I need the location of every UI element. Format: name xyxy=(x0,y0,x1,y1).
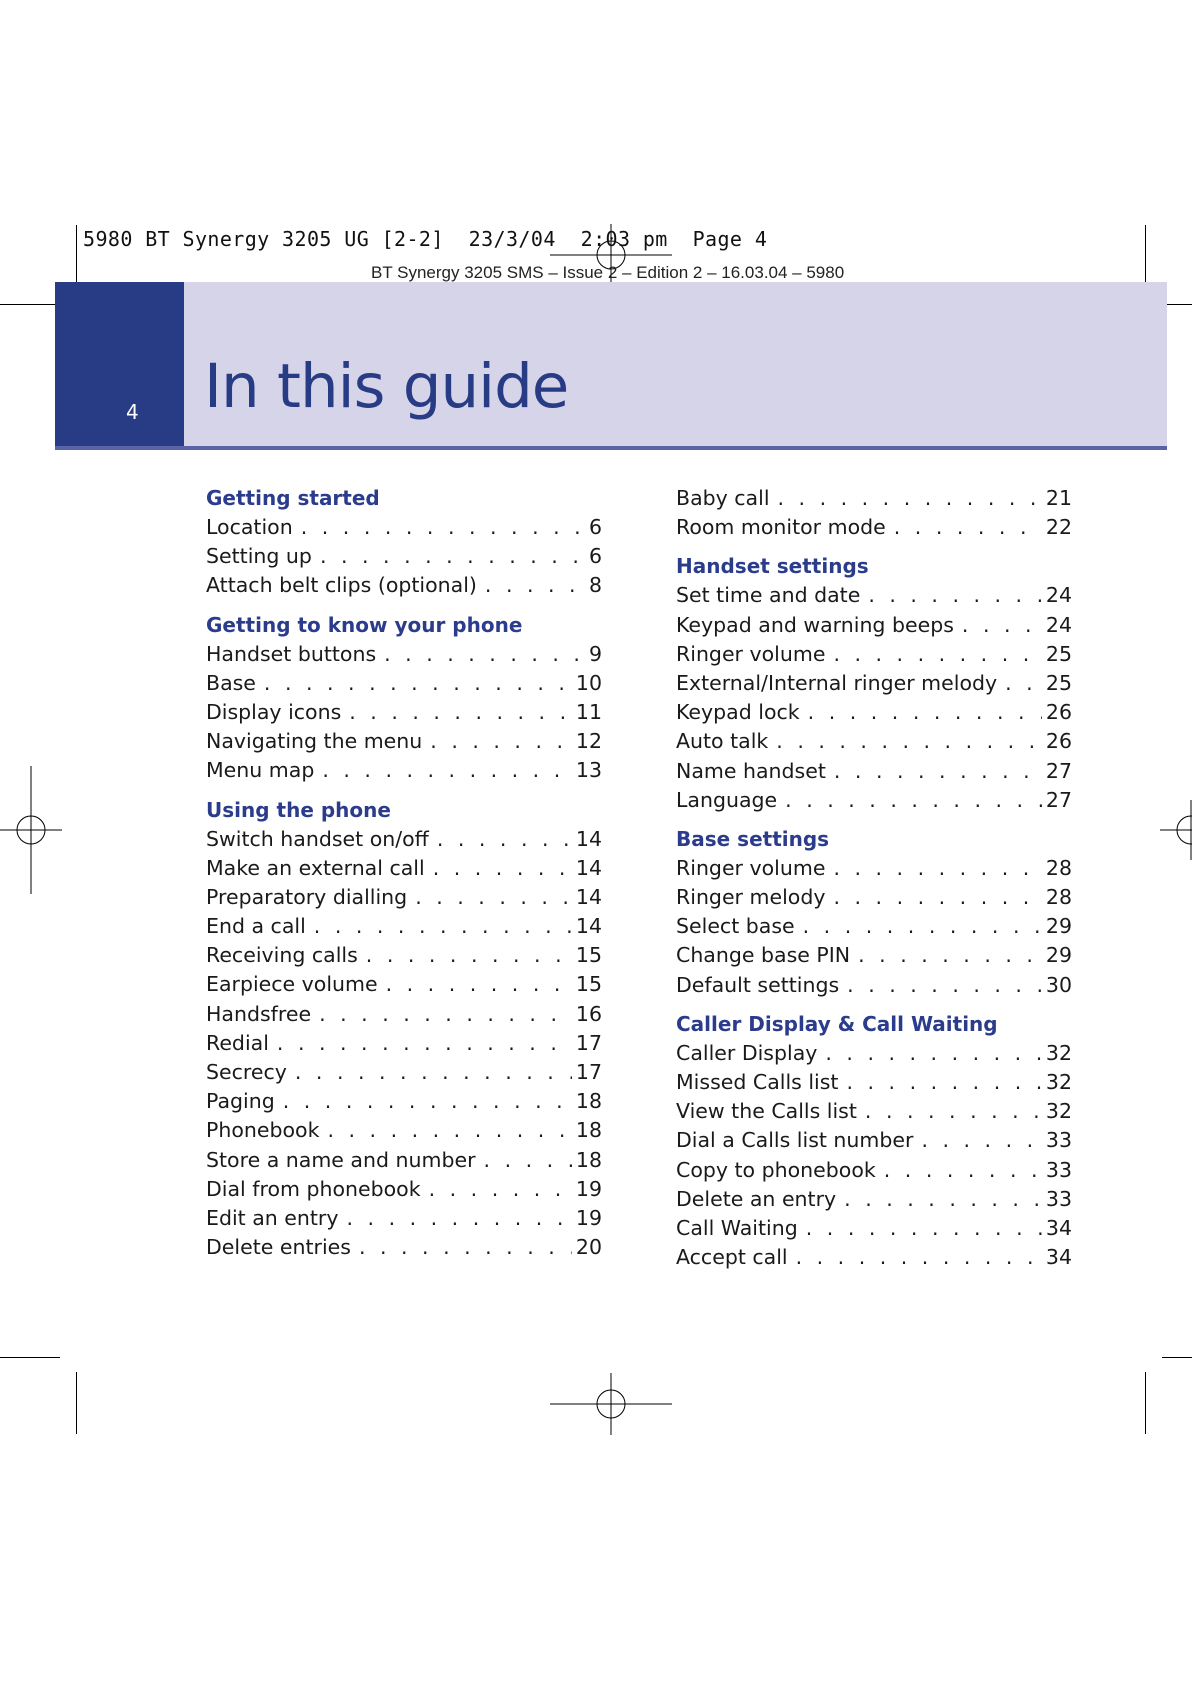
toc-entry[interactable] xyxy=(206,640,602,669)
dot-leader xyxy=(320,542,585,571)
toc-entry[interactable] xyxy=(676,786,1072,815)
toc-entry[interactable] xyxy=(676,698,1072,727)
dot-leader xyxy=(847,971,1042,1000)
toc-entry-page: 15 xyxy=(575,972,602,997)
toc-entry[interactable] xyxy=(676,1097,1072,1126)
dot-leader xyxy=(833,883,1041,912)
toc-entry-title: Menu map xyxy=(206,758,315,783)
toc-entry-title: Location xyxy=(206,515,293,539)
toc-entry-title: Setting up xyxy=(206,544,312,569)
dot-leader xyxy=(322,756,572,785)
section-heading: Handset settings xyxy=(676,554,869,579)
toc-entry-page: 32 xyxy=(1045,1040,1072,1065)
section-heading: Using the phone xyxy=(206,797,391,822)
toc-entry-page: 28 xyxy=(1045,855,1072,880)
toc-entry[interactable] xyxy=(206,1087,602,1116)
toc-entry-page: 15 xyxy=(575,943,602,968)
toc-entry[interactable] xyxy=(676,971,1072,1000)
toc-entry-page: 33 xyxy=(1045,1186,1072,1211)
section-heading: Getting started xyxy=(206,486,380,510)
toc-entry-page: 21 xyxy=(1045,486,1072,510)
toc-entry[interactable] xyxy=(676,883,1072,912)
toc-entry[interactable] xyxy=(206,542,602,571)
toc-entry-page: 29 xyxy=(1045,943,1072,968)
toc-section xyxy=(206,484,602,601)
toc-entry[interactable] xyxy=(206,1233,602,1262)
toc-entry-page: 32 xyxy=(1045,1099,1072,1124)
toc-entry-title: Auto talk xyxy=(676,729,769,754)
toc-entry-page: 27 xyxy=(1045,758,1072,783)
toc-entry[interactable] xyxy=(676,912,1072,941)
toc-section xyxy=(676,825,1072,1000)
dot-leader xyxy=(301,513,585,542)
toc-entry-page: 19 xyxy=(575,1176,602,1201)
dot-leader xyxy=(833,854,1041,883)
dot-leader xyxy=(806,1214,1042,1243)
page-number: 4 xyxy=(126,400,139,424)
dot-leader xyxy=(868,581,1042,610)
registration-mark-icon xyxy=(0,766,62,894)
toc-entry-title: Room monitor mode xyxy=(676,515,886,540)
toc-entry[interactable] xyxy=(206,1204,602,1233)
dot-leader xyxy=(437,825,572,854)
toc-entry-page: 27 xyxy=(1045,787,1072,812)
toc-entry-title: Missed Calls list xyxy=(676,1070,839,1094)
toc-entry[interactable] xyxy=(206,854,602,883)
toc-entry-title: Baby call xyxy=(676,486,770,510)
toc-entry[interactable] xyxy=(206,1175,602,1204)
section-heading: Caller Display & Call Waiting xyxy=(676,1011,998,1036)
toc-entry-title: Name handset xyxy=(676,758,826,783)
toc-entry[interactable] xyxy=(676,1126,1072,1155)
toc-entry-page: 29 xyxy=(1045,914,1072,939)
toc-entry[interactable] xyxy=(206,1146,602,1175)
section-heading: Base settings xyxy=(676,826,830,851)
registration-mark-icon xyxy=(550,1373,672,1435)
toc-entry-page: 34 xyxy=(1045,1215,1072,1240)
toc-entry[interactable] xyxy=(676,1156,1072,1185)
dot-leader xyxy=(347,1204,572,1233)
toc-section xyxy=(206,611,602,786)
toc-entry-title: Attach belt clips (optional) xyxy=(206,573,477,598)
toc-entry-title: Keypad and warning beeps xyxy=(676,612,954,637)
toc-entry[interactable] xyxy=(676,581,1072,610)
toc-entry[interactable] xyxy=(206,727,602,756)
toc-entry-page: 24 xyxy=(1045,583,1072,608)
dot-leader xyxy=(865,1097,1042,1126)
toc-entry-title: Change base PIN xyxy=(676,943,851,968)
dot-leader xyxy=(921,1126,1041,1155)
crop-mark xyxy=(76,1372,77,1434)
dot-leader xyxy=(834,757,1042,786)
toc-entry-page: 22 xyxy=(1045,515,1072,540)
toc-entry-page: 34 xyxy=(1045,1245,1072,1270)
toc-entry-title: Dial from phonebook xyxy=(206,1176,421,1201)
toc-entry-page: 26 xyxy=(1045,700,1072,725)
edition-line: BT Synergy 3205 SMS – Issue 2 – Edition 2 – 16.03.04 – 5980 xyxy=(371,263,845,282)
toc-entry-page: 18 xyxy=(575,1118,602,1143)
toc-entry-title: Dial a Calls list number xyxy=(676,1128,914,1153)
toc-entry-title: Call Waiting xyxy=(676,1215,798,1240)
toc-entry-title: Copy to phonebook xyxy=(676,1157,876,1182)
toc-section xyxy=(676,552,1072,815)
toc-entry[interactable] xyxy=(676,611,1072,640)
toc-entry[interactable] xyxy=(676,640,1072,669)
crop-mark xyxy=(76,225,77,289)
section-heading: Getting to know your phone xyxy=(206,612,523,637)
toc-entry-title: View the Calls list xyxy=(676,1099,857,1124)
dot-leader xyxy=(319,1000,572,1029)
toc-entry-title: Earpiece volume xyxy=(206,972,378,997)
crop-mark xyxy=(1145,1372,1146,1434)
dot-leader xyxy=(803,912,1042,941)
toc-entry-page: 18 xyxy=(575,1089,602,1114)
dot-leader xyxy=(776,727,1042,756)
toc-entry[interactable] xyxy=(206,513,602,542)
dot-leader xyxy=(295,1058,572,1087)
toc-entry[interactable] xyxy=(206,1029,602,1058)
dot-leader xyxy=(277,1029,572,1058)
toc-entry[interactable] xyxy=(206,571,602,600)
toc-entry[interactable] xyxy=(676,513,1072,542)
toc-entry[interactable] xyxy=(206,1116,602,1145)
toc-entry-title: Redial xyxy=(206,1030,269,1055)
toc-entry-title: Store a name and number xyxy=(206,1147,476,1172)
toc-entry[interactable] xyxy=(676,757,1072,786)
toc-entry-page: 14 xyxy=(575,855,602,880)
registration-mark-icon xyxy=(1160,766,1192,894)
toc-entry-page: 28 xyxy=(1045,885,1072,910)
toc-entry-title: Keypad lock xyxy=(676,700,800,725)
dot-leader xyxy=(844,1185,1042,1214)
toc-entry[interactable] xyxy=(676,1214,1072,1243)
dot-leader xyxy=(314,912,572,941)
toc-entry-page: 19 xyxy=(575,1205,602,1230)
toc-entry-page: 18 xyxy=(575,1147,602,1172)
toc-entry-page: 33 xyxy=(1045,1128,1072,1153)
dot-leader xyxy=(894,513,1042,542)
toc-entry-title: Ringer melody xyxy=(676,885,826,910)
toc-entry[interactable] xyxy=(206,1058,602,1087)
toc-entry-title: Edit an entry xyxy=(206,1205,339,1230)
toc-entry[interactable] xyxy=(676,941,1072,970)
toc-entry-title: External/Internal ringer melody xyxy=(676,670,998,695)
page-number-block xyxy=(55,282,184,446)
toc-entry-title: Make an external call xyxy=(206,855,425,880)
toc-entry-page: 14 xyxy=(575,914,602,939)
toc-entry[interactable] xyxy=(676,669,1072,698)
toc-entry-title: Ringer volume xyxy=(676,855,826,880)
dot-leader xyxy=(359,1233,572,1262)
toc-entry-title: Language xyxy=(676,787,778,812)
dot-leader xyxy=(433,854,572,883)
toc-entry-title: Delete an entry xyxy=(676,1186,837,1211)
dot-leader xyxy=(778,484,1042,513)
dot-leader xyxy=(858,941,1042,970)
toc-entry-page: 13 xyxy=(575,758,602,783)
dot-leader xyxy=(796,1243,1042,1272)
toc-entry-page: 24 xyxy=(1045,612,1072,637)
dot-leader xyxy=(327,1116,571,1145)
toc-entry[interactable] xyxy=(676,854,1072,883)
toc-entry-title: Paging xyxy=(206,1089,275,1114)
dot-leader xyxy=(415,883,572,912)
toc-entry-page: 30 xyxy=(1045,972,1072,997)
toc-entry[interactable] xyxy=(206,1000,602,1029)
toc-entry-title: Select base xyxy=(676,914,795,939)
toc-entry-page: 17 xyxy=(575,1060,602,1084)
toc-entry[interactable] xyxy=(206,756,602,785)
dot-leader xyxy=(1005,669,1042,698)
toc-entry[interactable] xyxy=(206,698,602,727)
toc-entry-page: 17 xyxy=(575,1030,602,1055)
page-title: In this guide xyxy=(204,351,569,422)
toc-entry-page: 8 xyxy=(588,573,602,598)
dot-leader xyxy=(833,640,1041,669)
dot-leader xyxy=(349,698,572,727)
toc-entry-title: Handsfree xyxy=(206,1001,312,1026)
toc-entry[interactable] xyxy=(206,970,602,999)
toc-entry-title: Handset buttons xyxy=(206,641,377,666)
toc-entry-title: Receiving calls xyxy=(206,943,358,968)
toc-entry-page: 20 xyxy=(575,1235,602,1260)
dot-leader xyxy=(846,1068,1041,1097)
toc-entry-page: 12 xyxy=(575,729,602,754)
dot-leader xyxy=(962,611,1042,640)
toc-entry-title: Set time and date xyxy=(676,583,861,608)
toc-entry-title: Caller Display xyxy=(676,1040,818,1065)
toc-entry[interactable] xyxy=(676,1068,1072,1097)
toc-entry[interactable] xyxy=(206,941,602,970)
toc-section xyxy=(676,1010,1072,1273)
crop-mark xyxy=(0,304,60,305)
toc-entry-page: 26 xyxy=(1045,729,1072,754)
toc-entry-title: Display icons xyxy=(206,699,342,724)
dot-leader xyxy=(484,1146,572,1175)
toc-section xyxy=(676,484,1072,542)
toc-entry-title: End a call xyxy=(206,914,306,939)
toc-column-right xyxy=(676,484,1072,1282)
toc-entry-page: 6 xyxy=(588,544,602,569)
header-rule xyxy=(55,446,1167,450)
toc-entry-title: Secrecy xyxy=(206,1060,287,1084)
toc-entry-page: 25 xyxy=(1045,670,1072,695)
toc-entry-page: 14 xyxy=(575,884,602,909)
toc-entry[interactable] xyxy=(206,825,602,854)
toc-section xyxy=(206,796,602,1263)
toc-entry[interactable] xyxy=(676,1039,1072,1068)
toc-entry-title: Delete entries xyxy=(206,1235,351,1260)
toc-entry-title: Accept call xyxy=(676,1245,788,1270)
toc-entry[interactable] xyxy=(676,484,1072,513)
toc-entry-page: 25 xyxy=(1045,641,1072,666)
toc-entry-title: Navigating the menu xyxy=(206,729,423,754)
toc-entry-title: Switch handset on/off xyxy=(206,826,429,851)
crop-mark xyxy=(1162,1357,1192,1358)
dot-leader xyxy=(825,1039,1042,1068)
dot-leader xyxy=(884,1156,1042,1185)
toc-entry[interactable] xyxy=(206,912,602,941)
toc-entry-title: Preparatory dialling xyxy=(206,884,408,909)
toc-entry-page: 6 xyxy=(588,515,602,539)
dot-leader xyxy=(785,786,1042,815)
dot-leader xyxy=(808,698,1042,727)
toc-entry-page: 10 xyxy=(575,670,602,695)
dot-leader xyxy=(429,1175,572,1204)
toc-entry[interactable] xyxy=(676,1185,1072,1214)
dot-leader xyxy=(384,640,585,669)
toc-entry[interactable] xyxy=(206,669,602,698)
toc-entry-page: 33 xyxy=(1045,1157,1072,1182)
dot-leader xyxy=(264,669,572,698)
toc-entry-title: Ringer volume xyxy=(676,641,826,666)
crop-mark xyxy=(0,1357,60,1358)
print-slug-line: 5980 BT Synergy 3205 UG [2-2] 23/3/04 2:03 pm Page 4 xyxy=(83,227,768,251)
dot-leader xyxy=(366,941,572,970)
toc-entry-page: 14 xyxy=(575,826,602,851)
dot-leader xyxy=(430,727,572,756)
dot-leader xyxy=(283,1087,572,1116)
toc-entry[interactable] xyxy=(676,727,1072,756)
toc-entry-page: 16 xyxy=(575,1001,602,1026)
toc-column-left xyxy=(206,484,602,1272)
dot-leader xyxy=(386,970,572,999)
toc-entry-page: 32 xyxy=(1045,1070,1072,1094)
toc-entry-title: Base xyxy=(206,670,256,695)
toc-entry-page: 11 xyxy=(575,699,602,724)
toc-entry-title: Default settings xyxy=(676,972,840,997)
toc-entry[interactable] xyxy=(206,883,602,912)
toc-entry-title: Phonebook xyxy=(206,1118,320,1143)
dot-leader xyxy=(485,571,585,600)
toc-entry-page: 9 xyxy=(588,641,602,666)
crop-mark xyxy=(1145,225,1146,289)
toc-entry[interactable] xyxy=(676,1243,1072,1272)
